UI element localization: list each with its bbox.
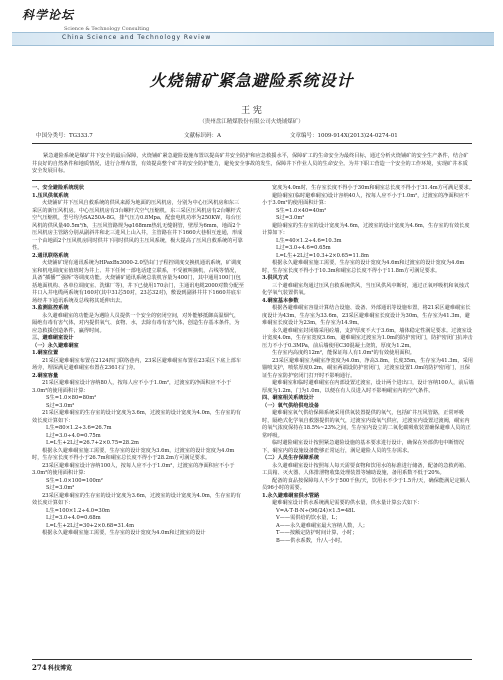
affiliation: （贵州盘江精煤股份有限公司火烧铺煤矿）	[199, 119, 304, 125]
equation: V——需供给的饮水量，L；	[276, 515, 341, 521]
section-heading: 一、安全避险系统现状	[32, 185, 84, 191]
equation: S生=1.0×40=40m²	[276, 207, 327, 214]
paragraph: 避难硐室设计供水系统满足需要的供水量，供水量计算公式如下：	[272, 500, 423, 506]
paragraph: 避险硐室(临时避难硐室)设计容纳40人，按每人应不小于1.0m²，过渡室的净面积应不小于3.0m²的使用面积计算：	[262, 192, 470, 206]
header-band	[12, 32, 494, 46]
equation: L=L生+2L过=26.7+2×0.75=28.2m	[46, 440, 139, 446]
section-heading: 四、硐室相关系统设计	[262, 395, 314, 401]
section-heading: 1.永久避难硐室供水管路	[262, 492, 320, 499]
paragraph: 避险硐室的生存室的设计宽度为4.6m，过渡室的设计宽度为4.6m，生存室的有效长度计算如下：	[262, 222, 470, 236]
equation: T——按额定防护时间计算，小时；	[276, 530, 358, 536]
paragraph: 三个避难硐室均通过压风自救系统供风，当压风供风中断时，通过正氧呼吸机和氧烛式化学氧气装置供氧。	[262, 282, 470, 296]
paragraph: 21采区避难硐室设计容纳80人，按每人应不小于1.0m²，过渡室的净面积应不小于3.0m²的使用面积计算：	[32, 380, 232, 394]
equation: L过=3.0÷4.0=0.68m	[46, 515, 101, 521]
equation: L=L生+2L过=30+2×0.68=31.4m	[46, 522, 135, 529]
section-heading: （一）氧气供给供电设备	[262, 402, 320, 409]
band-text: China Science and Technology Review	[62, 34, 212, 41]
equation: S生=1.0×80=80m²	[46, 395, 97, 401]
footer-journal: 科技博览	[48, 665, 73, 672]
equation: S过=3.0m²	[46, 485, 75, 491]
equation: L生=100×1.2÷4.0=30m	[46, 507, 110, 514]
paragraph: 根据永久避难硐室施工需要，生存室的设计宽度为4.6m和过渡室的设计宽度为4.6m时，生存室长度不得小于10.3m和硐室总长度不得小于11.8m方可满足要求。	[262, 260, 465, 274]
equation: L=L生+2L过=10.3+2×0.65=11.8m	[276, 252, 369, 259]
section-heading: 2.硐室容量	[32, 372, 59, 379]
section-heading: 4.硐室基本参数	[262, 297, 299, 304]
equation: S过=3.0m²	[276, 215, 305, 221]
equation: L过=3.0÷4.6=0.65m	[276, 245, 331, 251]
left-column	[32, 185, 244, 538]
clc-number: 中国分类号：TG333.7	[36, 133, 93, 139]
section-heading: 3.监测监控系统	[32, 305, 69, 311]
section-heading: 1.压风供氧系统	[32, 192, 69, 199]
paragraph: 火烧铺矿井下压风自救系统的供风来源为地面的压风机房，分别为中心压风机房和东三采区的新压风机房。中心压风机房有3台螺杆式空气压缩机，东三采区压风机房有2台螺杆式空气压缩机，型号均为SA250A-8G，排气压力0.8Mpa，配套电机功率为250KW，每台压风机的供风量40.5m³/h，主压风管路规为φ168mm热轧无缝钢管，壁厚为6mm，地面2个压风机房主管路分别从副斜井和北三进风上山入井，主管路在井下1660大巷相互连通，形成一个由地面2个压风机房同时供井下同时供风的主压风系统，极大提高了压风自救系统的可靠性。	[32, 200, 243, 251]
paragraph: 宽度为4.0m时，生存室长度不得小于30m和硐室总长度不得小于31.4m方可满足要求。	[272, 185, 474, 191]
equation: L过=3.0÷4.0=0.75m	[46, 432, 101, 439]
right-column	[262, 185, 474, 545]
equation: L生=80×1.2÷3.6=26.7m	[46, 425, 112, 431]
paragraph: 避难硐室氧气供给保障系统采用供氧装置提供的氧气，包括矿井压风管路，正常呼吸时，隔绝式化学氧自救器提供的氧气，过渡室内设氧气供应，过渡室内设置过渡阀，硐室内的氧气浓度保持在18.5%~23%之间，生存室内设立的二氧化碳吸收装置确保避难人员的正常呼吸。	[262, 410, 471, 439]
doc-code: 文献标识码：A	[184, 133, 221, 139]
paragraph: 根据永久避难硐室施工需要，生存室的设计宽度为3.6m，过渡室的设计宽度为4.0m时，生存室长度不得小于26.7m和硐室总长度不得小于28.2m方可满足要求。	[32, 447, 235, 461]
paragraph: 配备的食品按保障每人不少于500千焦/天，饮用水不少于1.5升/天，确保能满足定额人员96小时的需要。	[262, 477, 471, 491]
paragraph: 根据永久避难硐室施工需要，生存室的设计宽度为4.0m和过渡室的设计	[42, 530, 206, 536]
equation: S生=1.0×100=100m²	[46, 477, 103, 484]
section-heading: 2.通讯联络系统	[32, 252, 69, 259]
article-title: 火烧铺矿紧急避险系统设计	[149, 71, 354, 90]
author: 王 宪	[241, 106, 262, 116]
section-heading: （一）永久避难硐室	[32, 342, 79, 349]
meta-divider	[32, 143, 472, 144]
paragraph: 永久避难硐室设计按照每人每天需要食物和饮用水的标准进行储备，配备的急救药箱、工具箱、灭火器、人体排泄物收集处理装置等辅助设施，备用系数不低于20%。	[262, 462, 470, 476]
page-number: 274	[32, 663, 47, 672]
footer-divider	[32, 659, 472, 660]
paragraph: 火烧铺矿现有通讯系统为HPaxBx3000-2.0型由门子程控调度交换机通讯系统，矿调度室和机电调度室值班时为井上、井下任何一部电话建立联系，不受被叫摘机，占线等情况，具备“插播”“强拆”等调度功能。火烧铺矿通讯系统总装机容量为400门，其中通用100门(包括地面机构、各单位调度室、洗煤厂等)，井下已使用170余门，主通讯电缆2000对数分配至井口入井电缆两系统有160对(其中31芯50对，23芯32对)，敷设到副斜井井下1660井底车场经井下通讯系统及总线将其延伸出去。	[32, 260, 244, 304]
section-heading: 三、避难硐室设计	[32, 335, 74, 341]
equation: B——供水系数，升/人·小时。	[276, 537, 346, 544]
paragraph: 23采区避难硐室为硐室净宽度为4.0m，净高3.8m，长度35m，生存室为41.3m，采用锚喷支护，喷浆厚度0.2m，硐室两端设防护密闭门，过渡室设置1.0m的防护密闭门，且保证生存室防护密闭门打开时不影响通行。	[262, 357, 473, 379]
paragraph: 生存室内高度约12m²，能保证每人有1.0m²的有效使用面积。	[272, 350, 415, 356]
paragraph: 21采区避难硐室布置在2124四门联络巷内，23采区避难硐室布置在23采区下底上部车场旁，埋深满足避难硐室布置在2361石门旁。	[32, 357, 242, 371]
equation: S过=3.0m²	[46, 402, 75, 409]
paragraph: 根据各避难硐室容量计算结合设施、设备、外部通讯等设施布置，将21采区避难硐室长度设计为43m，生存室为33.6m，23采区避难硐室长度设计为30m，生存室为41.3m，避难硐室长度设计为23m，生存室为14.9m。	[262, 305, 471, 326]
paragraph: 21采区避难硐室的生存室的设计宽度为3.6m，过渡室的设计宽度为4.0m，生存室的有效长度计算如下：	[32, 410, 241, 424]
paragraph: 避难硐室和临时避难硐室在内部设置过渡室，设计两个进出口，设计容纳100人，前后墙厚度为1.2m，门为1.0m，以便在有人员进入时不影响硐室内的空气条件。	[262, 380, 474, 394]
equation: L生=40×1.2÷4.6=10.3m	[276, 237, 342, 244]
paragraph: 23采区避难硐室的生存室的设计宽度为3.6m，过渡室的设计宽度为4.0m，生存室的有效长度计算如下：	[32, 492, 241, 506]
paragraph: 永久避难硐室的功能是为遇险人员提供一个安全的密闭空间，对外能够抵御高温烟气，隔绝有毒有害气体，对内提供氧气、食物、水，去除有毒有害气体，创造生存基本条件，为应急救援创造条件，赢得时间。	[32, 312, 240, 334]
equation: A——永久避难硐室最大容纳人数，人；	[276, 522, 368, 529]
section-heading: 1.硐室位置	[32, 350, 59, 356]
abstract-divider	[32, 180, 472, 181]
section-heading: （二）人员生存保障系统	[262, 455, 320, 461]
paragraph: 23采区避难硐室设计容纳100人，按每人应不小于1.0m²，过渡室的净面积应不小于3.0m²的使用面积计算：	[32, 462, 235, 476]
equation: V=A·T·B·N÷(96/24)×1.5=48L	[276, 507, 355, 514]
abstract: 紧急避险系统是煤矿井下安全的最后保障，火烧铺矿紧急避险设施布置以提高矿井安全防护和应急救援水平，保障矿工的生命安全为最终目标，通过分析火烧铺矿的安全生产条件，结合矿井良好的自然条件和地质情况，进行合理布置，有效提高整个矿井的安全防护能力，避免安全事故的发生，保障井下作业人员的生命安全。为井下职工营造一个安全的工作环境，实现矿井本质安全发展目标。	[32, 153, 469, 175]
journal-subtitle: Science & Technology Consulting	[64, 26, 150, 32]
paragraph: 临时避险硐室设计按照紧急避险设施的基本要求进行设计，确保在外部供电中断情况下，硐室内的设施设备能够正常运行，满足避险人员的生存需求。	[262, 440, 464, 454]
paragraph: 永久避难硐室封闭墙采用砼墙，支护厚度不大于3.6m，墙体稳定性满足要求。过渡室设计宽度4.0m，生存室宽度3.6m，避难硐室过渡室为1.0m的防护密闭门，防护密闭门抗冲击压力不小于0.3MPa，前后墙使用C30混凝土浇筑，厚度为1.2m。	[262, 327, 473, 349]
article-number: 文章编号：1009-914X(2013)24-0274-01	[290, 133, 398, 139]
journal-name: 科学论坛	[22, 8, 75, 22]
section-heading: 3.供风方式	[262, 275, 289, 281]
